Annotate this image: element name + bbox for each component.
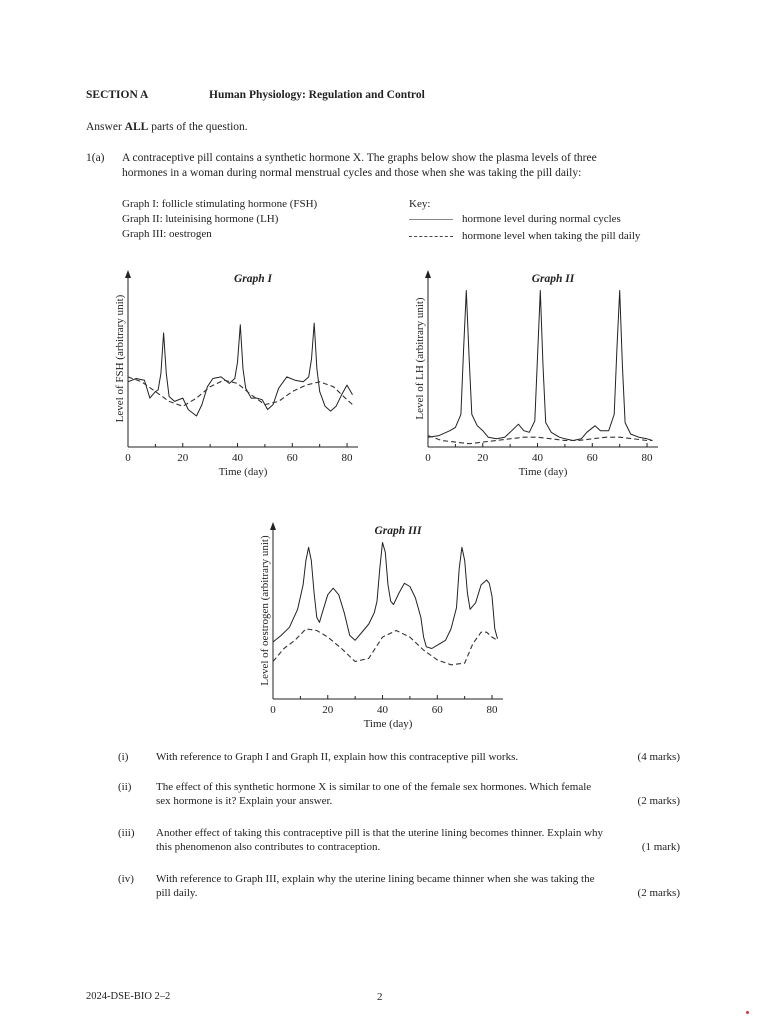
- graph-3: [257, 514, 519, 742]
- key-dashed-label: hormone level when taking the pill daily: [462, 230, 641, 242]
- chart-title: Graph III: [374, 525, 422, 537]
- x-tick-label: 0: [270, 704, 276, 716]
- subquestion-text: [156, 826, 680, 854]
- subquestion-1: [118, 750, 680, 764]
- x-tick-label: 40: [377, 704, 389, 716]
- x-tick-label: 40: [532, 452, 544, 464]
- red-mark: [746, 1011, 749, 1014]
- subquestion-marks: (4 marks): [637, 751, 680, 763]
- graph-2: [412, 262, 674, 490]
- x-tick-label: 60: [586, 452, 598, 464]
- subquestion-line: The effect of this synthetic hormone X is similar to one of the female sex hormones. Which female: [156, 781, 592, 793]
- subquestion-label: (iv): [118, 873, 134, 885]
- question-stem: [122, 151, 682, 181]
- subquestion-marks: (2 marks): [637, 795, 680, 807]
- series-line-normal: [273, 543, 498, 649]
- subquestion-label: (i): [118, 751, 129, 763]
- x-tick-label: 20: [177, 452, 189, 464]
- subquestion-2: [118, 780, 680, 808]
- x-tick-label: 80: [341, 452, 353, 464]
- x-tick-label: 0: [425, 452, 431, 464]
- subquestion-marks: (1 mark): [641, 841, 680, 853]
- subquestion-text: [156, 750, 680, 764]
- x-tick-label: 20: [477, 452, 489, 464]
- y-axis-arrow: [270, 522, 276, 530]
- subquestion-4: [118, 872, 680, 900]
- y-axis-arrow: [425, 270, 431, 278]
- x-tick-label: 20: [322, 704, 334, 716]
- graph-list-item: Graph II: luteinising hormone (LH): [122, 213, 279, 225]
- y-axis-arrow: [125, 270, 131, 278]
- x-tick-label: 60: [286, 452, 298, 464]
- key-solid-line: [409, 219, 453, 220]
- section-title: Human Physiology: Regulation and Control: [209, 89, 425, 101]
- series-line-pill: [273, 629, 498, 665]
- x-axis-label: Time (day): [363, 718, 413, 730]
- subquestion-3: [118, 826, 680, 854]
- subquestion-line: this phenomenon also contributes to contraception.: [156, 841, 381, 853]
- y-axis-label: Level of oestrogen (arbitrary unit): [259, 535, 271, 686]
- subquestion-line: With reference to Graph III, explain why the uterine lining became thinner when she was taking the: [156, 873, 595, 885]
- instruction-bold: ALL: [124, 121, 149, 133]
- paper-code: 2024-DSE-BIO 2–2: [86, 991, 171, 1002]
- instruction: [86, 120, 248, 135]
- chart-title: Graph I: [233, 273, 273, 285]
- chart-title: Graph II: [531, 273, 575, 285]
- question-stem-line: hormones in a woman during normal menstrual cycles and those when she was taking the pill daily:: [122, 167, 582, 179]
- question-stem-line: A contraceptive pill contains a synthetic hormone X. The graphs below show the plasma levels of three: [122, 152, 597, 164]
- page-number: 2: [377, 991, 383, 1003]
- subquestion-label: (iii): [118, 827, 135, 839]
- graph-list-item: Graph III: oestrogen: [122, 228, 212, 240]
- question-number: 1(a): [86, 152, 105, 164]
- subquestion-line: pill daily.: [156, 887, 198, 899]
- subquestion-line: Another effect of taking this contraceptive pill is that the uterine lining becomes thinner. Explain why: [156, 827, 604, 839]
- subquestion-label: (ii): [118, 781, 132, 793]
- x-tick-label: 40: [232, 452, 244, 464]
- subquestion-line: With reference to Graph I and Graph II, explain how this contraceptive pill works.: [156, 751, 519, 763]
- x-axis-label: Time (day): [518, 466, 568, 478]
- series-line-normal: [128, 323, 353, 416]
- key-title: Key:: [409, 198, 431, 210]
- subquestion-text: [156, 872, 680, 900]
- key-solid-label: hormone level during normal cycles: [462, 213, 621, 225]
- graph-list: [122, 197, 317, 242]
- y-axis-label: Level of FSH (arbitrary unit): [114, 294, 126, 423]
- x-tick-label: 60: [431, 704, 443, 716]
- x-tick-label: 0: [125, 452, 131, 464]
- subquestion-line: sex hormone is it? Explain your answer.: [156, 795, 333, 807]
- subquestion-text: [156, 780, 680, 808]
- instruction-prefix: Answer: [86, 121, 125, 133]
- section-label: SECTION A: [86, 89, 149, 101]
- series-line-pill: [428, 436, 653, 444]
- subquestion-marks: (2 marks): [637, 887, 680, 899]
- graph-list-item: Graph I: follicle stimulating hormone (FSH): [122, 198, 318, 210]
- x-tick-label: 80: [641, 452, 653, 464]
- series-line-normal: [428, 291, 653, 441]
- graph-1: [112, 262, 374, 490]
- x-tick-label: 80: [486, 704, 498, 716]
- x-axis-label: Time (day): [218, 466, 268, 478]
- instruction-suffix: parts of the question.: [148, 121, 248, 133]
- y-axis-label: Level of LH (arbitrary unit): [414, 297, 426, 420]
- key-dashed-line: [409, 236, 453, 237]
